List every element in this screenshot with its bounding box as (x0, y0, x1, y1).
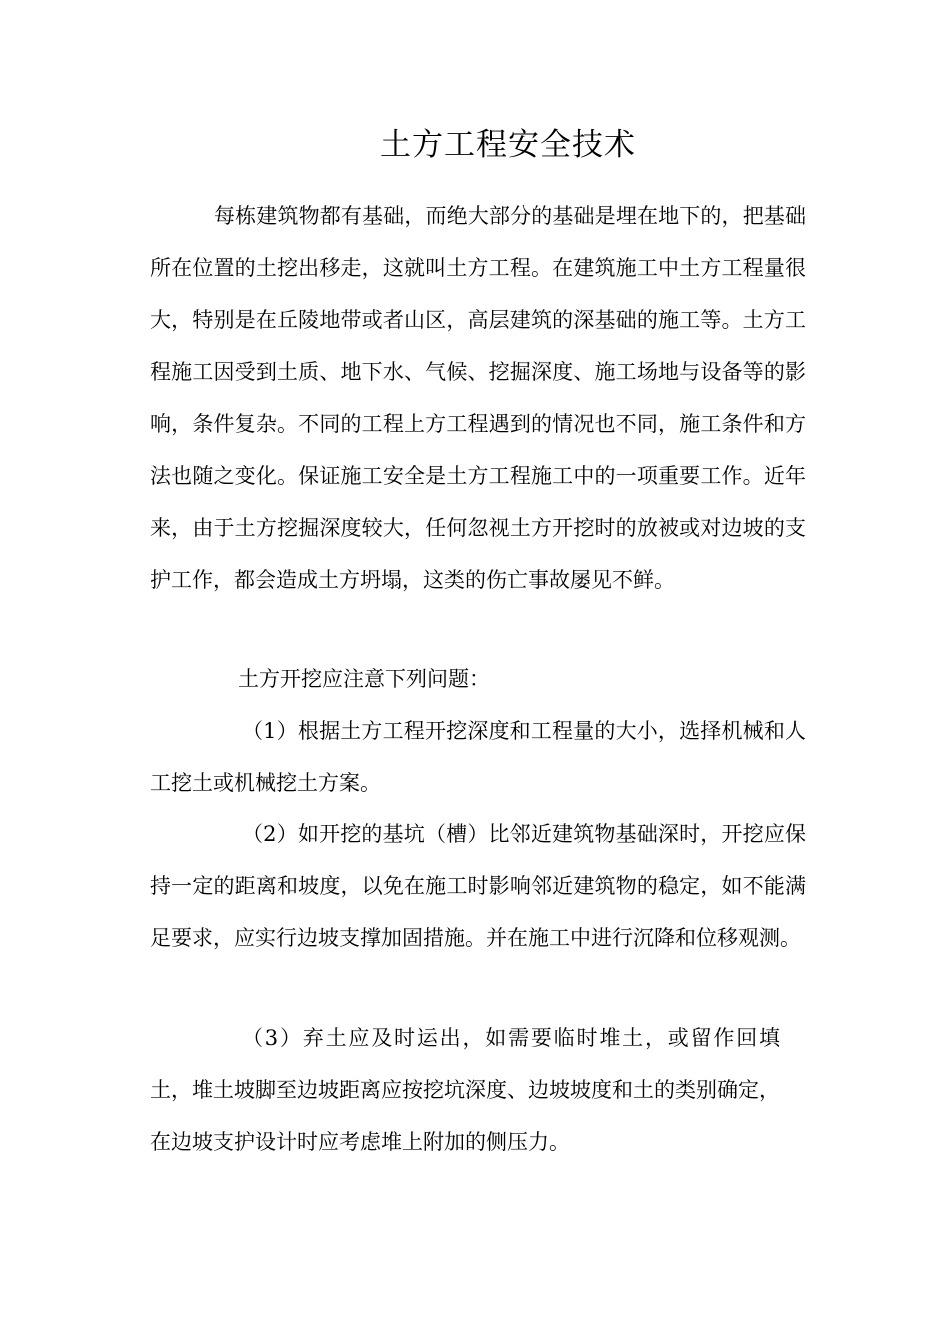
intro-paragraph: 每栋建筑物都有基础，而绝大部分的基础是埋在地下的，把基础所在位置的土挖出移走，这就叫土方工程。在建筑施工中土方工程量很大，特别是在丘陵地带或者山区，高层建筑的深基础的施工等。土方工程施工因受到土质、地下水、气候、挖掘深度、施工场地与设备等的影响，条件复杂。不同的工程上方工程遇到的情况也不同，施工条件和方法也随之变化。保证施工安全是土方工程施工中的一项重要工作。近年来，由于土方挖掘深度较大，任何忽视土方开挖时的放被或对边坡的支护工作，都会造成土方坍塌，这类的伤亡事故屡见不鲜。 (150, 204, 806, 592)
item-1-paragraph: （1）根据土方工程开挖深度和工程量的大小，选择机械和人工挖土或机械挖土方案。 (150, 719, 806, 795)
notes-heading-paragraph: 土方开挖应注意下列问题： (238, 667, 490, 691)
item-3-paragraph: （3）弃土应及时运出，如需要临时堆土，或留作回填土，堆土坡脚至边坡距离应按挖坑深度、边坡坡度和土的类别确定，在边坡支护设计时应考虑堆上附加的侧压力。 (150, 1026, 780, 1154)
item-2-paragraph: （2）如开挖的基坑（槽）比邻近建筑物基础深时，开挖应保持一定的距离和坡度，以免在施工时影响邻近建筑物的稳定，如不能满足要求，应实行边坡支撑加固措施。并在施工中进行沉降和位移观测。 (150, 822, 806, 950)
document-title: 土方工程安全技术 (380, 127, 636, 163)
